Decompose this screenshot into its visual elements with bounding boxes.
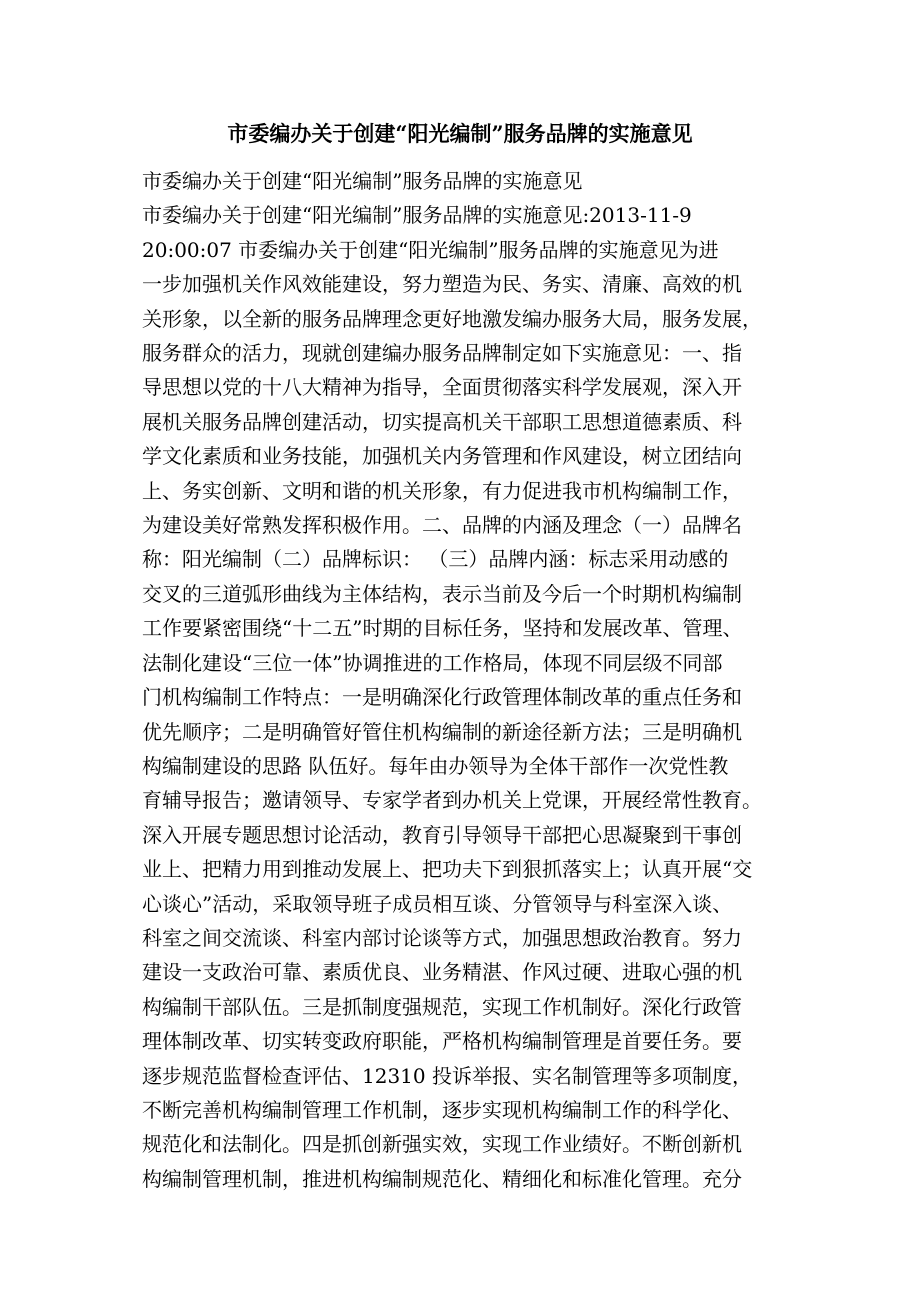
document-subtitle: 市委编办关于创建“阳光编制”服务品牌的实施意见	[142, 169, 583, 193]
body-line: 关形象，以全新的服务品牌理念更好地激发编办服务大局，服务发展，	[142, 306, 762, 331]
body-line: 心谈心”活动，采取领导班子成员相互谈、分管领导与科室深入谈、	[142, 891, 733, 916]
body-line: 构编制干部队伍。三是抓制度强规范，实现工作机制好。深化行政管	[142, 994, 742, 1019]
body-line: 一步加强机关作风效能建设，努力塑造为民、务实、清廉、高效的机	[142, 272, 742, 297]
body-line: 学文化素质和业务技能，加强机关内务管理和作风建设，树立团结向	[142, 444, 742, 469]
body-line: 业上、把精力用到推动发展上、把功夫下到狠抓落实上；认真开展“交	[142, 857, 753, 882]
body-line: 门机构编制工作特点：一是明确深化行政管理体制改革的重点任务和	[142, 685, 742, 710]
body-line: 服务群众的活力，现就创建编办服务品牌制定如下实施意见：一、指	[142, 341, 742, 366]
document-title: 市委编办关于创建“阳光编制”服务品牌的实施意见	[227, 121, 693, 146]
body-line: 规范化和法制化。四是抓创新强实效，实现工作业绩好。不断创新机	[142, 1132, 742, 1157]
body-paragraph	[142, 233, 782, 1196]
body-line: 理体制改革、切实转变政府职能，严格机构编制管理是首要任务。要	[142, 1029, 742, 1054]
body-line: 优先顺序；二是明确管好管住机构编制的新途径新方法；三是明确机	[142, 719, 742, 744]
body-line: 构编制建设的思路 队伍好。每年由办领导为全体干部作一次党性教	[142, 753, 729, 778]
body-line: 构编制管理机制，推进机构编制规范化、精细化和标准化管理。充分	[142, 1166, 742, 1191]
body-line: 上、务实创新、文明和谐的机关形象，有力促进我市机构编制工作，	[142, 478, 742, 503]
body-line: 逐步规范监督检查评估、12310 投诉举报、实名制管理等多项制度，	[142, 1063, 752, 1088]
body-line: 称：阳光编制（二）品牌标识： （三）品牌内涵：标志采用动感的	[142, 547, 729, 572]
body-line: 深入开展专题思想讨论活动，教育引导领导干部把心思凝聚到干事创	[142, 822, 742, 847]
body-line: 建设一支政治可靠、素质优良、业务精湛、作风过硬、进取心强的机	[142, 960, 742, 985]
body-line: 为建设美好常熟发挥积极作用。二、品牌的内涵及理念（一）品牌名	[142, 513, 742, 538]
body-line: 交叉的三道弧形曲线为主体结构，表示当前及今后一个时期机构编制	[142, 581, 742, 606]
body-line: 展机关服务品牌创建活动，切实提高机关干部职工思想道德素质、科	[142, 409, 742, 434]
document-body	[142, 164, 782, 1196]
document-meta-line: 市委编办关于创建“阳光编制”服务品牌的实施意见:2013-11-9	[142, 203, 692, 228]
body-line: 法制化建设“三位一体”协调推进的工作格局，体现不同层级不同部	[142, 650, 723, 675]
body-line: 工作要紧密围绕“十二五”时期的目标任务，坚持和发展改革、管理、	[142, 616, 743, 641]
body-line: 20:00:07 市委编办关于创建“阳光编制”服务品牌的实施意见为进	[142, 237, 719, 262]
body-line: 科室之间交流谈、科室内部讨论谈等方式，加强思想政治教育。努力	[142, 925, 742, 950]
body-line: 育辅导报告；邀请领导、专家学者到办机关上党课，开展经常性教育。	[142, 788, 762, 813]
body-line: 导思想以党的十八大精神为指导，全面贯彻落实科学发展观，深入开	[142, 375, 742, 400]
body-line: 不断完善机构编制管理工作机制，逐步实现机构编制工作的科学化、	[142, 1097, 742, 1122]
